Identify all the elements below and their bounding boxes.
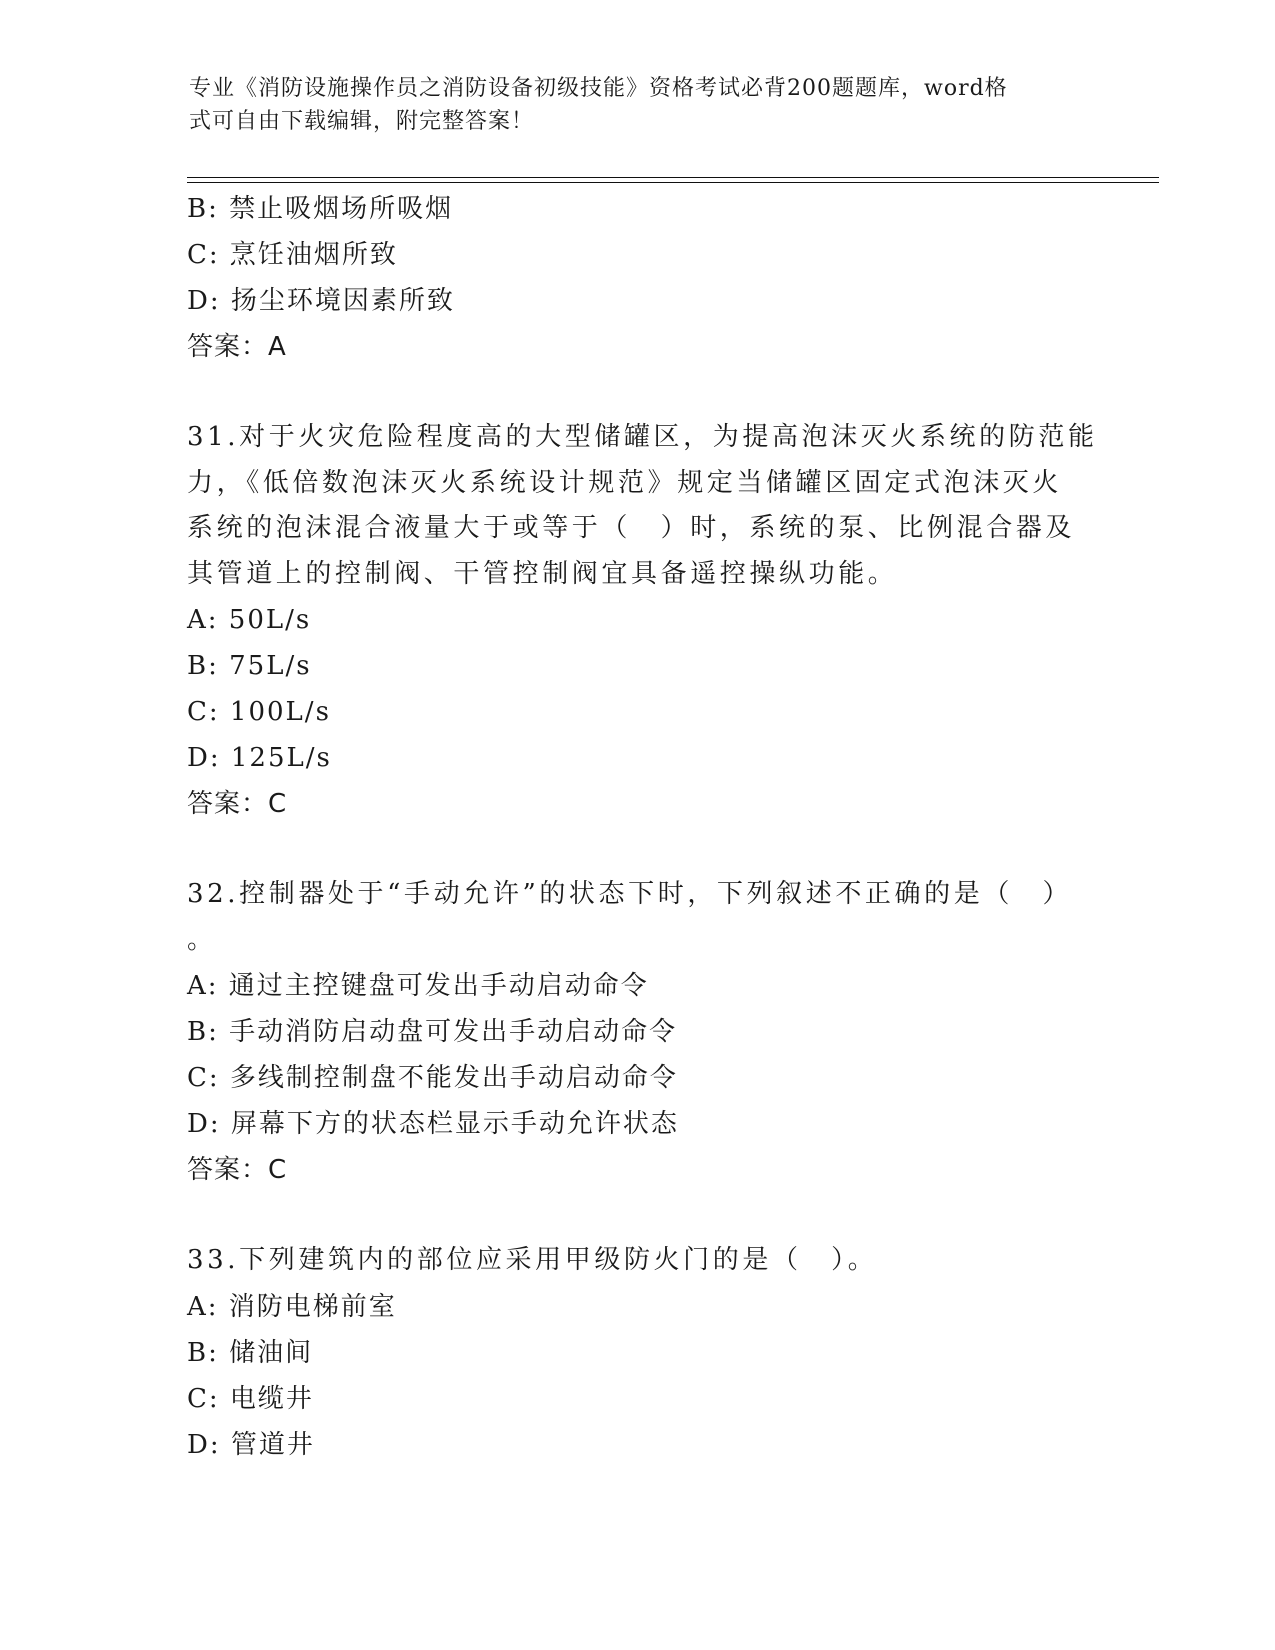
question-31	[187, 415, 1098, 827]
question-stem	[187, 415, 1098, 597]
stem-line: 系统的泡沫混合液量大于或等于（ ）时，系统的泵、比例混合器及	[187, 513, 1076, 543]
question-32	[187, 872, 1087, 1193]
stem-line: 31.对于火灾危险程度高的大型储罐区，为提高泡沫灭火系统的防范能	[187, 422, 1098, 452]
option-b: B: 禁止吸烟场所吸烟	[187, 194, 454, 224]
answer-line: 答案：C	[187, 789, 288, 819]
stem-line: 。	[187, 924, 217, 955]
spacer	[187, 827, 1087, 872]
option-c: C: 电缆井	[187, 1383, 314, 1414]
option-d: D: 管道井	[187, 1429, 315, 1460]
option-a: A: 50L/s	[187, 605, 312, 635]
question-stem	[187, 1238, 1087, 1284]
header-line-2: 式可自由下载编辑，附完整答案！	[189, 109, 535, 134]
option-b: B: 75L/s	[187, 651, 312, 681]
option-c: C: 多线制控制盘不能发出手动启动命令	[187, 1063, 678, 1093]
stem-line: 力，《低倍数泡沫灭火系统设计规范》规定当储罐区固定式泡沫灭火	[187, 467, 1063, 498]
option-d: D: 屏幕下方的状态栏显示手动允许状态	[187, 1109, 679, 1139]
question-content	[187, 186, 1098, 1468]
stem-line: 其管道上的控制阀、干管控制阀宜具备遥控操纵功能。	[187, 558, 898, 589]
option-c: C: 烹饪油烟所致	[187, 240, 398, 270]
answer-line: 答案：C	[187, 1155, 288, 1185]
carryover-block	[187, 186, 1087, 370]
stem-line: 33.下列建筑内的部位应采用甲级防火门的是（ ）。	[187, 1245, 878, 1275]
option-a: A: 通过主控键盘可发出手动启动命令	[187, 971, 649, 1001]
option-b: B: 储油间	[187, 1337, 314, 1368]
option-c: C: 100L/s	[187, 697, 331, 727]
header-rule-top	[187, 177, 1159, 178]
page-header	[189, 72, 1069, 138]
answer-line: 答案：A	[187, 332, 287, 362]
stem-line: 32.控制器处于“手动允许”的状态下时，下列叙述不正确的是（ ）	[187, 879, 1073, 909]
option-a: A: 消防电梯前室	[187, 1291, 397, 1322]
question-33	[187, 1238, 1087, 1468]
header-rule-bottom	[187, 182, 1159, 183]
header-line-1: 专业《消防设施操作员之消防设备初级技能》资格考试必背200题题库，word格	[189, 76, 1008, 101]
spacer	[187, 370, 1087, 415]
option-d: D: 125L/s	[187, 743, 332, 773]
option-b: B: 手动消防启动盘可发出手动启动命令	[187, 1017, 678, 1047]
question-stem	[187, 872, 1087, 963]
option-d: D: 扬尘环境因素所致	[187, 286, 455, 316]
spacer	[187, 1193, 1087, 1238]
